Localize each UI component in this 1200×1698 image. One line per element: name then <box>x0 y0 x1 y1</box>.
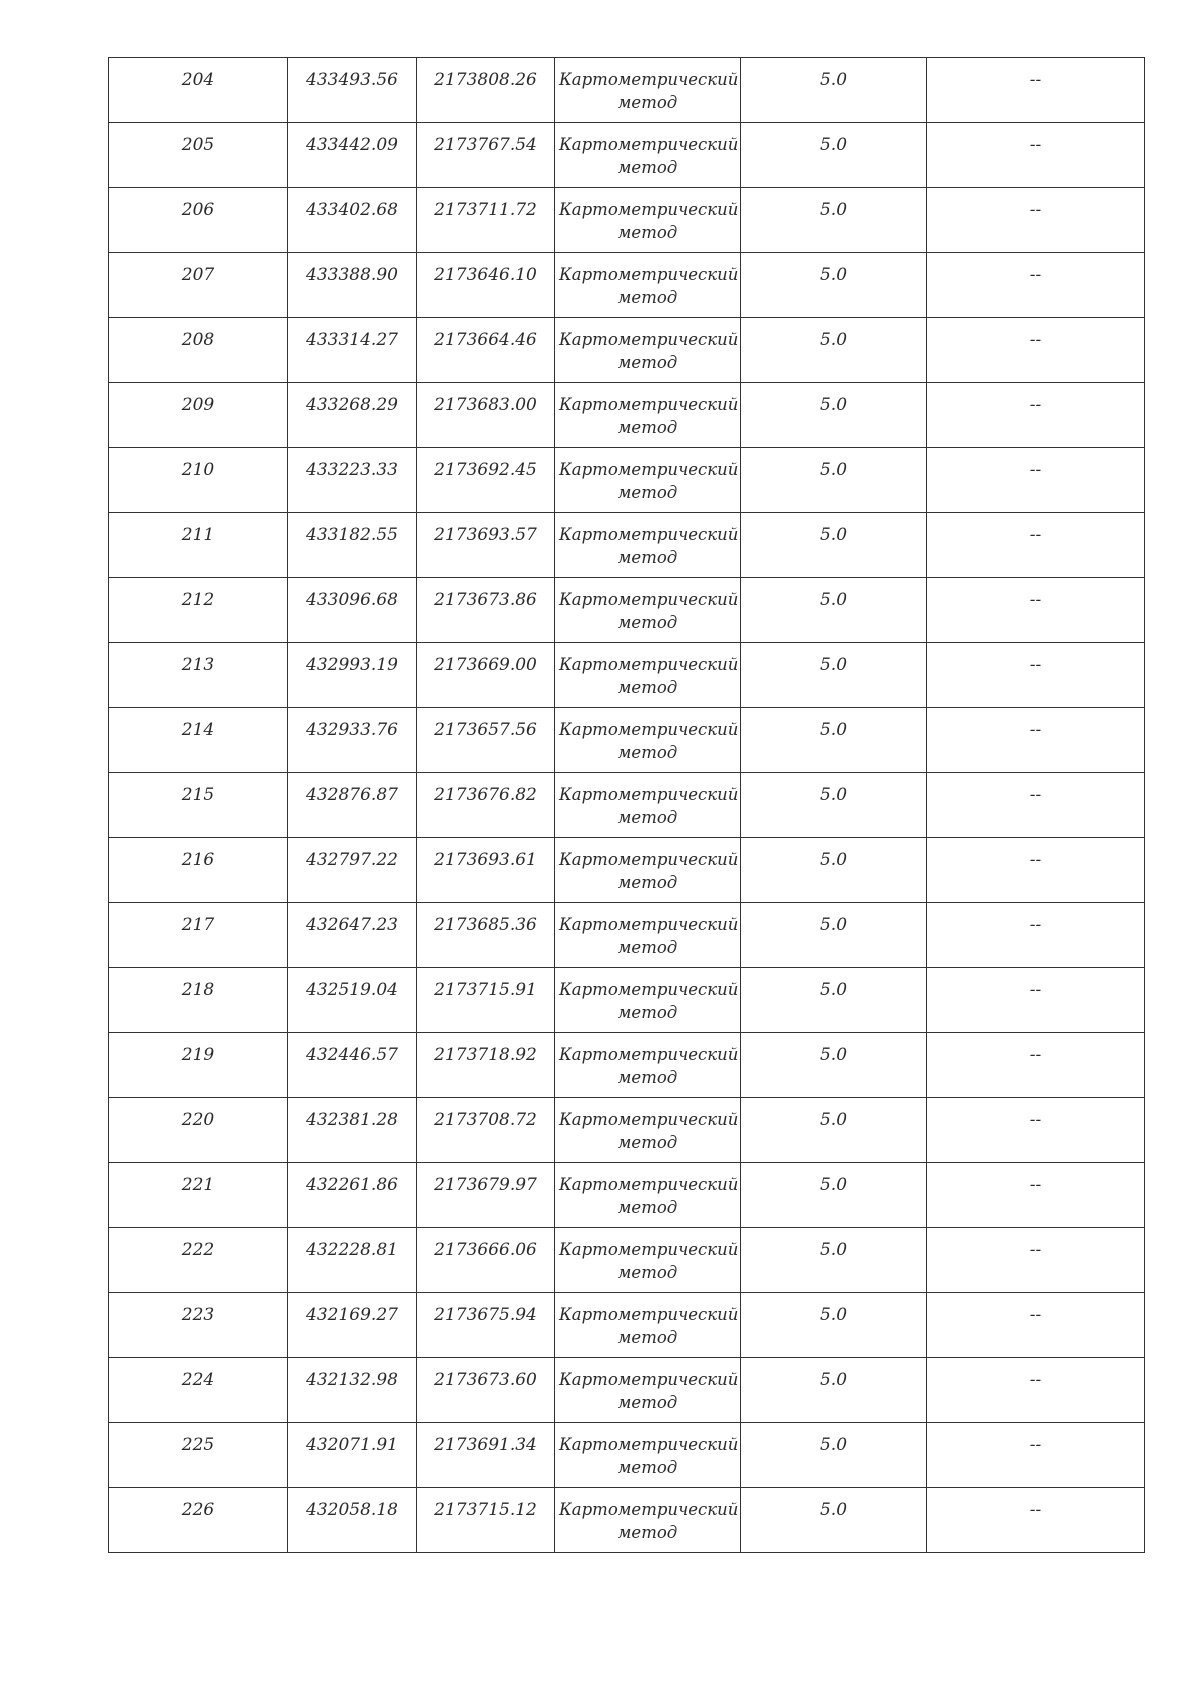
method-line-1: Картометрический <box>559 1175 739 1194</box>
table-row <box>109 903 1145 968</box>
method-cell <box>555 1358 741 1423</box>
method-line-2: метод <box>617 1198 678 1217</box>
y-coordinate-cell: 2173676.82 <box>417 773 555 838</box>
y-coordinate-cell: 2173767.54 <box>417 123 555 188</box>
point-number-cell: 221 <box>109 1163 288 1228</box>
y-coordinate-cell: 2173657.56 <box>417 708 555 773</box>
x-coordinate-cell: 433096.68 <box>288 578 417 643</box>
method-line-2: метод <box>617 1393 678 1412</box>
method-cell <box>555 1163 741 1228</box>
x-coordinate-cell: 432876.87 <box>288 773 417 838</box>
y-coordinate-cell: 2173679.97 <box>417 1163 555 1228</box>
note-cell: -- <box>927 1488 1145 1553</box>
point-number-cell: 215 <box>109 773 288 838</box>
method-line-1: Картометрический <box>559 720 739 739</box>
x-coordinate-cell: 432933.76 <box>288 708 417 773</box>
table-row <box>109 773 1145 838</box>
accuracy-cell: 5.0 <box>741 253 927 318</box>
x-coordinate-cell: 432228.81 <box>288 1228 417 1293</box>
accuracy-cell: 5.0 <box>741 448 927 513</box>
table-row <box>109 383 1145 448</box>
x-coordinate-cell: 433182.55 <box>288 513 417 578</box>
table-row <box>109 1033 1145 1098</box>
note-cell: -- <box>927 968 1145 1033</box>
note-cell: -- <box>927 1098 1145 1163</box>
method-line-2: метод <box>617 1003 678 1022</box>
point-number-cell: 206 <box>109 188 288 253</box>
x-coordinate-cell: 432519.04 <box>288 968 417 1033</box>
method-line-1: Картометрический <box>559 655 739 674</box>
y-coordinate-cell: 2173664.46 <box>417 318 555 383</box>
y-coordinate-cell: 2173646.10 <box>417 253 555 318</box>
point-number-cell: 217 <box>109 903 288 968</box>
accuracy-cell: 5.0 <box>741 383 927 448</box>
method-line-1: Картометрический <box>559 135 739 154</box>
method-line-2: метод <box>617 93 678 112</box>
x-coordinate-cell: 433268.29 <box>288 383 417 448</box>
note-cell: -- <box>927 188 1145 253</box>
accuracy-cell: 5.0 <box>741 1098 927 1163</box>
accuracy-cell: 5.0 <box>741 58 927 123</box>
method-line-1: Картометрический <box>559 785 739 804</box>
method-cell <box>555 253 741 318</box>
accuracy-cell: 5.0 <box>741 1033 927 1098</box>
y-coordinate-cell: 2173718.92 <box>417 1033 555 1098</box>
y-coordinate-cell: 2173715.12 <box>417 1488 555 1553</box>
method-cell <box>555 838 741 903</box>
method-cell <box>555 1228 741 1293</box>
table-row <box>109 253 1145 318</box>
method-line-2: метод <box>617 353 678 372</box>
table-row <box>109 838 1145 903</box>
accuracy-cell: 5.0 <box>741 1228 927 1293</box>
method-line-1: Картометрический <box>559 1500 739 1519</box>
y-coordinate-cell: 2173691.34 <box>417 1423 555 1488</box>
x-coordinate-cell: 432058.18 <box>288 1488 417 1553</box>
accuracy-cell: 5.0 <box>741 838 927 903</box>
note-cell: -- <box>927 903 1145 968</box>
accuracy-cell: 5.0 <box>741 123 927 188</box>
method-line-1: Картометрический <box>559 525 739 544</box>
x-coordinate-cell: 433493.56 <box>288 58 417 123</box>
method-line-2: метод <box>617 613 678 632</box>
note-cell: -- <box>927 1423 1145 1488</box>
x-coordinate-cell: 432381.28 <box>288 1098 417 1163</box>
method-line-2: метод <box>617 743 678 762</box>
method-cell <box>555 1033 741 1098</box>
table-row <box>109 318 1145 383</box>
method-line-1: Картометрический <box>559 1305 739 1324</box>
table-row <box>109 1488 1145 1553</box>
method-line-1: Картометрический <box>559 395 739 414</box>
y-coordinate-cell: 2173683.00 <box>417 383 555 448</box>
point-number-cell: 216 <box>109 838 288 903</box>
table-row <box>109 708 1145 773</box>
y-coordinate-cell: 2173673.60 <box>417 1358 555 1423</box>
table-row <box>109 513 1145 578</box>
method-line-2: метод <box>617 158 678 177</box>
y-coordinate-cell: 2173685.36 <box>417 903 555 968</box>
y-coordinate-cell: 2173692.45 <box>417 448 555 513</box>
table-row <box>109 58 1145 123</box>
note-cell: -- <box>927 383 1145 448</box>
point-number-cell: 205 <box>109 123 288 188</box>
note-cell: -- <box>927 513 1145 578</box>
point-number-cell: 204 <box>109 58 288 123</box>
x-coordinate-cell: 432261.86 <box>288 1163 417 1228</box>
accuracy-cell: 5.0 <box>741 708 927 773</box>
accuracy-cell: 5.0 <box>741 1358 927 1423</box>
table-row <box>109 448 1145 513</box>
note-cell: -- <box>927 253 1145 318</box>
method-cell <box>555 708 741 773</box>
x-coordinate-cell: 432647.23 <box>288 903 417 968</box>
method-cell <box>555 383 741 448</box>
table-body <box>109 58 1145 1553</box>
y-coordinate-cell: 2173808.26 <box>417 58 555 123</box>
method-cell <box>555 1423 741 1488</box>
method-cell <box>555 1293 741 1358</box>
note-cell: -- <box>927 773 1145 838</box>
x-coordinate-cell: 432169.27 <box>288 1293 417 1358</box>
accuracy-cell: 5.0 <box>741 643 927 708</box>
method-cell <box>555 513 741 578</box>
method-line-1: Картометрический <box>559 1240 739 1259</box>
point-number-cell: 212 <box>109 578 288 643</box>
x-coordinate-cell: 432132.98 <box>288 1358 417 1423</box>
y-coordinate-cell: 2173708.72 <box>417 1098 555 1163</box>
note-cell: -- <box>927 578 1145 643</box>
note-cell: -- <box>927 58 1145 123</box>
method-line-1: Картометрический <box>559 1045 739 1064</box>
accuracy-cell: 5.0 <box>741 1423 927 1488</box>
method-line-2: метод <box>617 288 678 307</box>
accuracy-cell: 5.0 <box>741 318 927 383</box>
accuracy-cell: 5.0 <box>741 1293 927 1358</box>
method-cell <box>555 448 741 513</box>
method-line-2: метод <box>617 1458 678 1477</box>
note-cell: -- <box>927 318 1145 383</box>
table-row <box>109 643 1145 708</box>
accuracy-cell: 5.0 <box>741 1488 927 1553</box>
method-cell <box>555 188 741 253</box>
method-cell <box>555 968 741 1033</box>
point-number-cell: 223 <box>109 1293 288 1358</box>
method-line-2: метод <box>617 1263 678 1282</box>
table-row <box>109 123 1145 188</box>
method-line-2: метод <box>617 678 678 697</box>
method-cell <box>555 318 741 383</box>
x-coordinate-cell: 433223.33 <box>288 448 417 513</box>
method-line-2: метод <box>617 938 678 957</box>
method-line-2: метод <box>617 808 678 827</box>
point-number-cell: 224 <box>109 1358 288 1423</box>
point-number-cell: 218 <box>109 968 288 1033</box>
method-line-1: Картометрический <box>559 460 739 479</box>
note-cell: -- <box>927 123 1145 188</box>
method-line-1: Картометрический <box>559 330 739 349</box>
point-number-cell: 222 <box>109 1228 288 1293</box>
y-coordinate-cell: 2173666.06 <box>417 1228 555 1293</box>
y-coordinate-cell: 2173673.86 <box>417 578 555 643</box>
point-number-cell: 207 <box>109 253 288 318</box>
point-number-cell: 213 <box>109 643 288 708</box>
note-cell: -- <box>927 1358 1145 1423</box>
accuracy-cell: 5.0 <box>741 773 927 838</box>
method-line-2: метод <box>617 1133 678 1152</box>
method-line-2: метод <box>617 418 678 437</box>
table-row <box>109 968 1145 1033</box>
note-cell: -- <box>927 1033 1145 1098</box>
method-line-1: Картометрический <box>559 70 739 89</box>
y-coordinate-cell: 2173693.61 <box>417 838 555 903</box>
x-coordinate-cell: 433388.90 <box>288 253 417 318</box>
point-number-cell: 219 <box>109 1033 288 1098</box>
method-line-1: Картометрический <box>559 1435 739 1454</box>
point-number-cell: 225 <box>109 1423 288 1488</box>
y-coordinate-cell: 2173711.72 <box>417 188 555 253</box>
accuracy-cell: 5.0 <box>741 903 927 968</box>
point-number-cell: 208 <box>109 318 288 383</box>
method-line-1: Картометрический <box>559 265 739 284</box>
point-number-cell: 211 <box>109 513 288 578</box>
method-line-2: метод <box>617 483 678 502</box>
method-cell <box>555 773 741 838</box>
method-line-2: метод <box>617 1068 678 1087</box>
accuracy-cell: 5.0 <box>741 188 927 253</box>
method-line-2: метод <box>617 1328 678 1347</box>
method-line-2: метод <box>617 1523 678 1542</box>
x-coordinate-cell: 432446.57 <box>288 1033 417 1098</box>
method-cell <box>555 1488 741 1553</box>
note-cell: -- <box>927 708 1145 773</box>
x-coordinate-cell: 432797.22 <box>288 838 417 903</box>
table-row <box>109 578 1145 643</box>
method-cell <box>555 58 741 123</box>
table-row <box>109 1163 1145 1228</box>
point-number-cell: 209 <box>109 383 288 448</box>
method-line-2: метод <box>617 873 678 892</box>
accuracy-cell: 5.0 <box>741 1163 927 1228</box>
coordinates-table <box>108 57 1145 1553</box>
y-coordinate-cell: 2173693.57 <box>417 513 555 578</box>
table-row <box>109 188 1145 253</box>
method-line-1: Картометрический <box>559 1110 739 1129</box>
method-line-2: метод <box>617 548 678 567</box>
x-coordinate-cell: 433402.68 <box>288 188 417 253</box>
method-cell <box>555 123 741 188</box>
y-coordinate-cell: 2173669.00 <box>417 643 555 708</box>
method-line-1: Картометрический <box>559 200 739 219</box>
accuracy-cell: 5.0 <box>741 578 927 643</box>
y-coordinate-cell: 2173675.94 <box>417 1293 555 1358</box>
method-cell <box>555 578 741 643</box>
x-coordinate-cell: 433314.27 <box>288 318 417 383</box>
point-number-cell: 210 <box>109 448 288 513</box>
table-row <box>109 1293 1145 1358</box>
accuracy-cell: 5.0 <box>741 968 927 1033</box>
note-cell: -- <box>927 1163 1145 1228</box>
method-line-2: метод <box>617 223 678 242</box>
method-line-1: Картометрический <box>559 980 739 999</box>
note-cell: -- <box>927 643 1145 708</box>
y-coordinate-cell: 2173715.91 <box>417 968 555 1033</box>
x-coordinate-cell: 433442.09 <box>288 123 417 188</box>
x-coordinate-cell: 432993.19 <box>288 643 417 708</box>
note-cell: -- <box>927 838 1145 903</box>
table-row <box>109 1098 1145 1163</box>
accuracy-cell: 5.0 <box>741 513 927 578</box>
method-cell <box>555 1098 741 1163</box>
note-cell: -- <box>927 1293 1145 1358</box>
point-number-cell: 226 <box>109 1488 288 1553</box>
method-line-1: Картометрический <box>559 590 739 609</box>
method-cell <box>555 643 741 708</box>
x-coordinate-cell: 432071.91 <box>288 1423 417 1488</box>
table-row <box>109 1423 1145 1488</box>
point-number-cell: 214 <box>109 708 288 773</box>
note-cell: -- <box>927 1228 1145 1293</box>
method-line-1: Картометрический <box>559 915 739 934</box>
method-line-1: Картометрический <box>559 850 739 869</box>
method-cell <box>555 903 741 968</box>
method-line-1: Картометрический <box>559 1370 739 1389</box>
note-cell: -- <box>927 448 1145 513</box>
table-row <box>109 1358 1145 1423</box>
table-row <box>109 1228 1145 1293</box>
point-number-cell: 220 <box>109 1098 288 1163</box>
